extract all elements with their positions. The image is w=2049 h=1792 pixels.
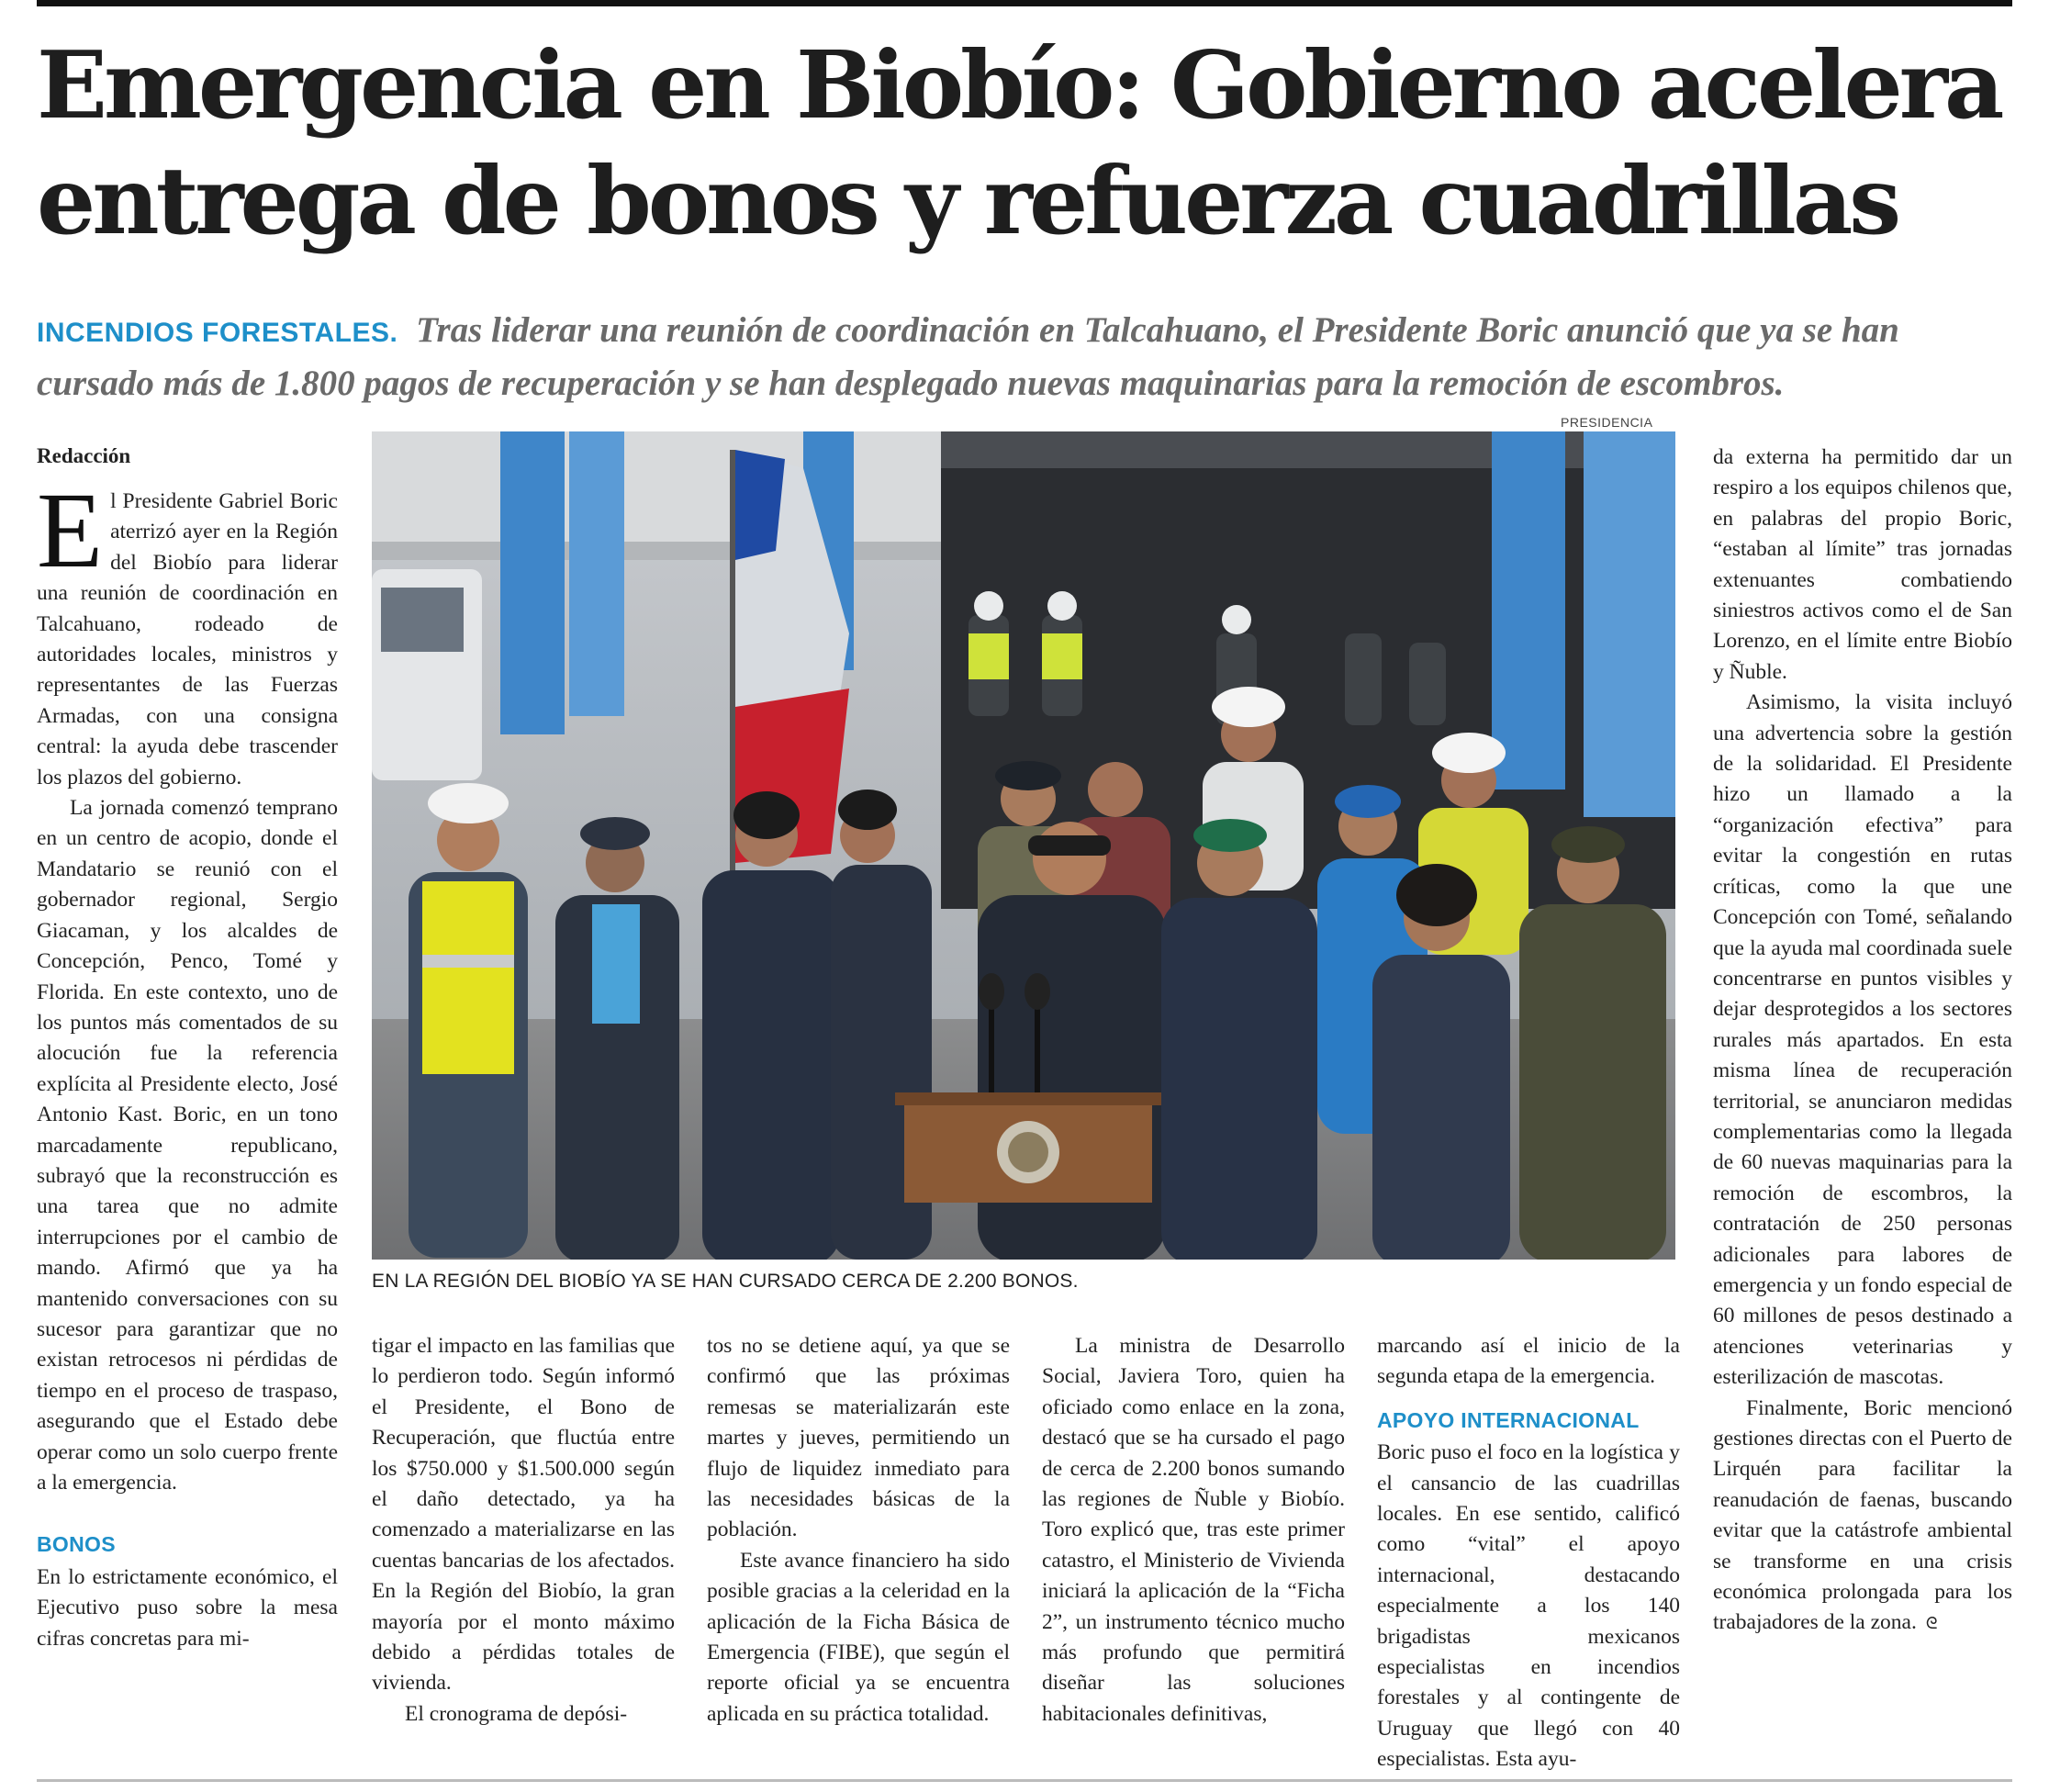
paragraph: La jornada comenzó temprano en un centro de acopio, donde el Mandatario se reunió con el gobernador regional, Sergio Giacaman, y los alcaldes de Concepción, Penco, Tomé y Florida. En este contexto, uno de los puntos más comentados de su alocución fue la referencia explícita al Presidente electo, José Antonio Kast. Boric, en un tono marcadamente republicano, subrayó que la reconstrucción es una tarea que no admite interrupciones por el cambio de mando. Afirmó que ya ha mantenido conversaciones con su sucesor para garantizar que no existan retrocesos ni pérdidas de tiempo en el proceso de traspaso, asegurando que el Estado debe operar como un solo cuerpo frente a la emergencia. — [37, 796, 338, 1495]
deck-kicker: INCENDIOS FORESTALES. — [37, 318, 398, 348]
paragraph: La ministra de Desarrollo Social, Javiera Toro, quien ha oficiado como enlace en la zona, destacó que se ha cursado el pago de cerca de 2.200 bonos sumando las regiones de Ñuble y Biobío. Toro explicó que, tras este primer catastro, el Ministerio de Vivienda iniciará la aplicación de la “Ficha 2”, un instrumento técnico mucho más profundo que permitirá diseñar las soluciones habitacionales definitivas, — [1042, 1334, 1345, 1726]
paragraph: da externa ha permitido dar un respiro a los equipos chilenos que, en palabras del propio Boric, “estaban al límite” tras jornadas extenuantes combatiendo siniestros activos como el de San Lorenzo, en el límite entre Biobío y Ñuble. — [1713, 445, 2012, 684]
paragraph: tigar el impacto en las familias que lo perdieron todo. Según informó el Presidente, el Bono de Recuperación, que fluctúa entre los $750.000 y $1.500.000 según el daño detectado, ya ha comenzado a materializarse en las cuentas bancarias de los afectados. En la Región del Biobío, la gran mayoría por el monto máximo debido a pérdidas totales de vivienda. — [372, 1334, 675, 1696]
subhead-apoyo-internacional: APOYO INTERNACIONAL — [1377, 1407, 1640, 1432]
headline — [37, 28, 2010, 259]
paragraph: marcando así el inicio de la segunda etapa de la emergencia. — [1377, 1334, 1680, 1389]
paragraph: En lo estrictamente económico, el Ejecutivo puso sobre la mesa cifras concretas para mi- — [37, 1564, 338, 1651]
subhead-bonos: BONOS — [37, 1532, 116, 1557]
press-conference-photo — [372, 431, 1675, 1260]
article-column-5 — [1377, 1331, 1680, 1775]
article-column-6 — [1713, 442, 2012, 1640]
photo-caption: EN LA REGIÓN DEL BIOBÍO YA SE HAN CURSADO CERCA DE 2.200 BONOS. — [372, 1271, 1079, 1292]
article-column-3 — [707, 1331, 1010, 1730]
drop-cap: E — [37, 470, 104, 590]
paragraph: tos no se detiene aquí, ya que se confirmó que las próximas remesas se materializarán este martes y jueves, permitiendo un flujo de liquidez inmediato para las necesidades básicas de la población. — [707, 1334, 1010, 1542]
article-column-4 — [1042, 1331, 1345, 1730]
paragraph: Finalmente, Boric mencionó gestiones directas con el Puerto de Lirquén para facilitar la reanudación de faenas, buscando evitar que la catástrofe ambiental se transforme en una crisis económica prolongada para los trabajadores de la zona. ᘓ — [1713, 1395, 2012, 1635]
byline: Redacción — [37, 444, 131, 467]
paragraph: Boric puso el foco en la logística y el cansancio de las cuadrillas locales. En ese sentido, calificó como “vital” el apoyo internacional, destacando especialmente a los 140 brigadistas mexicanos especialistas en incendios forestales y al contingente de Uruguay que llegó con 40 especialistas. Esta ayu- — [1377, 1440, 1680, 1772]
deck — [37, 305, 2010, 409]
article-column-1 — [37, 470, 338, 1654]
photo-illustration — [372, 431, 1675, 1260]
top-rule — [37, 0, 2012, 6]
deck-text: Tras liderar una reunión de coordinación en Talcahuano, el Presidente Boric anunció que ya se han cursado más de 1.800 pagos de recuperación y se han desplegado nuevas maquinarias para la remoción de escombros. — [37, 310, 1899, 403]
paragraph: Asimismo, la visita incluyó una advertencia sobre la gestión de la solidaridad. El Presidente hizo un llamado a la “organización efectiva” para evitar la congestión en rutas críticas, como la que une Concepción con Tomé, señalando que la ayuda mal coordinada suele concentrarse en puntos visibles y dejar desprotegidos a los sectores rurales más apartados. En esta misma línea de recuperación territorial, se anunciaron medidas complementarias como la llegada de 60 nuevas maquinarias para la remoción de escombros, la contratación de 250 personas adicionales para labores de emergencia y un fondo especial de 60 millones de pesos destinado a atenciones veterinarias y esterilización de mascotas. — [1713, 690, 2012, 1390]
paragraph: El cronograma de depósi- — [405, 1701, 628, 1726]
article-column-2 — [372, 1331, 675, 1730]
paragraph: Este avance financiero ha sido posible gracias a la celeridad en la aplicación de la Ficha Básica de Emergencia (FIBE), que según el reporte oficial ya se encuentra aplicada en su práctica totalidad. — [707, 1548, 1010, 1726]
bottom-rule — [37, 1779, 2012, 1782]
end-mark-icon: ᘓ — [1925, 1614, 1938, 1634]
paragraph: El Presidente Gabriel Boric aterrizó ayer en la Región del Biobío para liderar una reunión de coordinación en Talcahuano, rodeado de autoridades locales, ministros y representantes de las Fuerzas Armadas, con una consigna central: la ayuda debe trascender los plazos del gobierno. — [37, 470, 338, 790]
headline-line-1: Emergencia en Biobío: Gobierno acelera — [37, 30, 2001, 140]
photo-credit: PRESIDENCIA — [1561, 415, 1653, 430]
headline-line-2: entrega de bonos y refuerza cuadrillas — [37, 146, 1898, 255]
